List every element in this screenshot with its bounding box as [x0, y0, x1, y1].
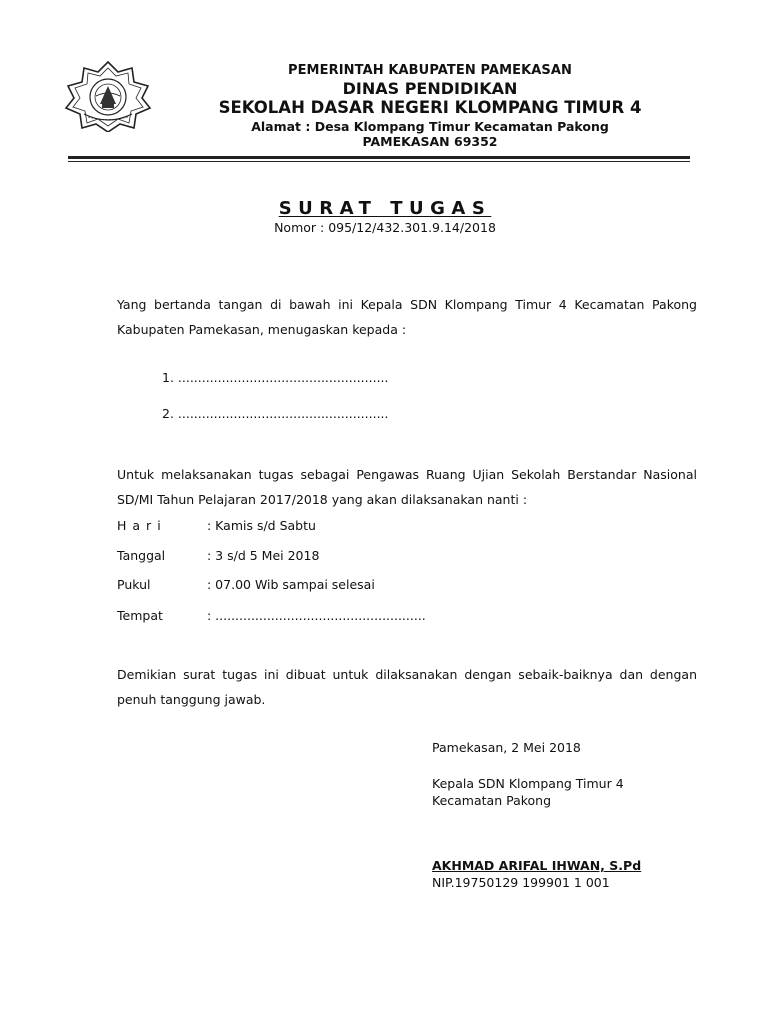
- signature-district: Kecamatan Pakong: [432, 793, 552, 808]
- document-number: Nomor : 095/12/432.301.9.14/2018: [274, 220, 496, 235]
- regency-emblem-icon: [62, 60, 154, 132]
- letterhead-divider-thin: [68, 161, 690, 162]
- signatory-nip: NIP.19750129 199901 1 001: [432, 875, 610, 890]
- closing-paragraph: Demikian surat tugas ini dibuat untuk dilaksanakan dengan sebaik-baiknya dan dengan penuh tanggung jawab.: [117, 667, 697, 707]
- detail-row-tanggal: [117, 548, 319, 563]
- letterhead-agency: DINAS PENDIDIKAN: [342, 79, 518, 98]
- signatory-name: AKHMAD ARIFAL IHWAN, S.Pd: [432, 858, 642, 873]
- letterhead-government: PEMERINTAH KABUPATEN PAMEKASAN: [287, 63, 573, 78]
- signature-position: Kepala SDN Klompang Timur 4: [432, 776, 624, 791]
- detail-value: : .....................................................: [207, 608, 426, 623]
- letterhead-divider-thick: [68, 156, 690, 159]
- letterhead-address: Alamat : Desa Klompang Timur Kecamatan Pakong: [251, 119, 609, 134]
- detail-value: : Kamis s/d Sabtu: [207, 518, 316, 533]
- detail-value: : 3 s/d 5 Mei 2018: [207, 548, 320, 563]
- letterhead-school: SEKOLAH DASAR NEGERI KLOMPANG TIMUR 4: [218, 98, 642, 117]
- letterhead-city: PAMEKASAN 69352: [362, 134, 498, 149]
- intro-paragraph: Yang bertanda tangan di bawah ini Kepala SDN Klompang Timur 4 Kecamatan Pakong Kabupaten Pamekasan, menugaskan kepada :: [117, 297, 697, 337]
- detail-label: Tempat: [117, 608, 163, 623]
- document-title: SURAT TUGAS: [278, 198, 492, 219]
- detail-label: Hari: [117, 518, 167, 533]
- detail-row-tempat: [117, 608, 426, 623]
- detail-label: Tanggal: [117, 548, 166, 563]
- detail-label: Pukul: [117, 577, 151, 592]
- assignee-line-1: 1. .....................................................: [162, 370, 389, 385]
- assignee-line-2: 2. .....................................................: [162, 406, 389, 421]
- purpose-paragraph: Untuk melaksanakan tugas sebagai Pengawas Ruang Ujian Sekolah Berstandar Nasional SD/MI Tahun Pelajaran 2017/2018 yang akan dilaksanakan nanti :: [117, 467, 697, 507]
- detail-value: : 07.00 Wib sampai selesai: [207, 577, 375, 592]
- detail-row-hari: [117, 518, 316, 533]
- signature-place-date: Pamekasan, 2 Mei 2018: [432, 740, 581, 755]
- detail-row-pukul: [117, 577, 375, 592]
